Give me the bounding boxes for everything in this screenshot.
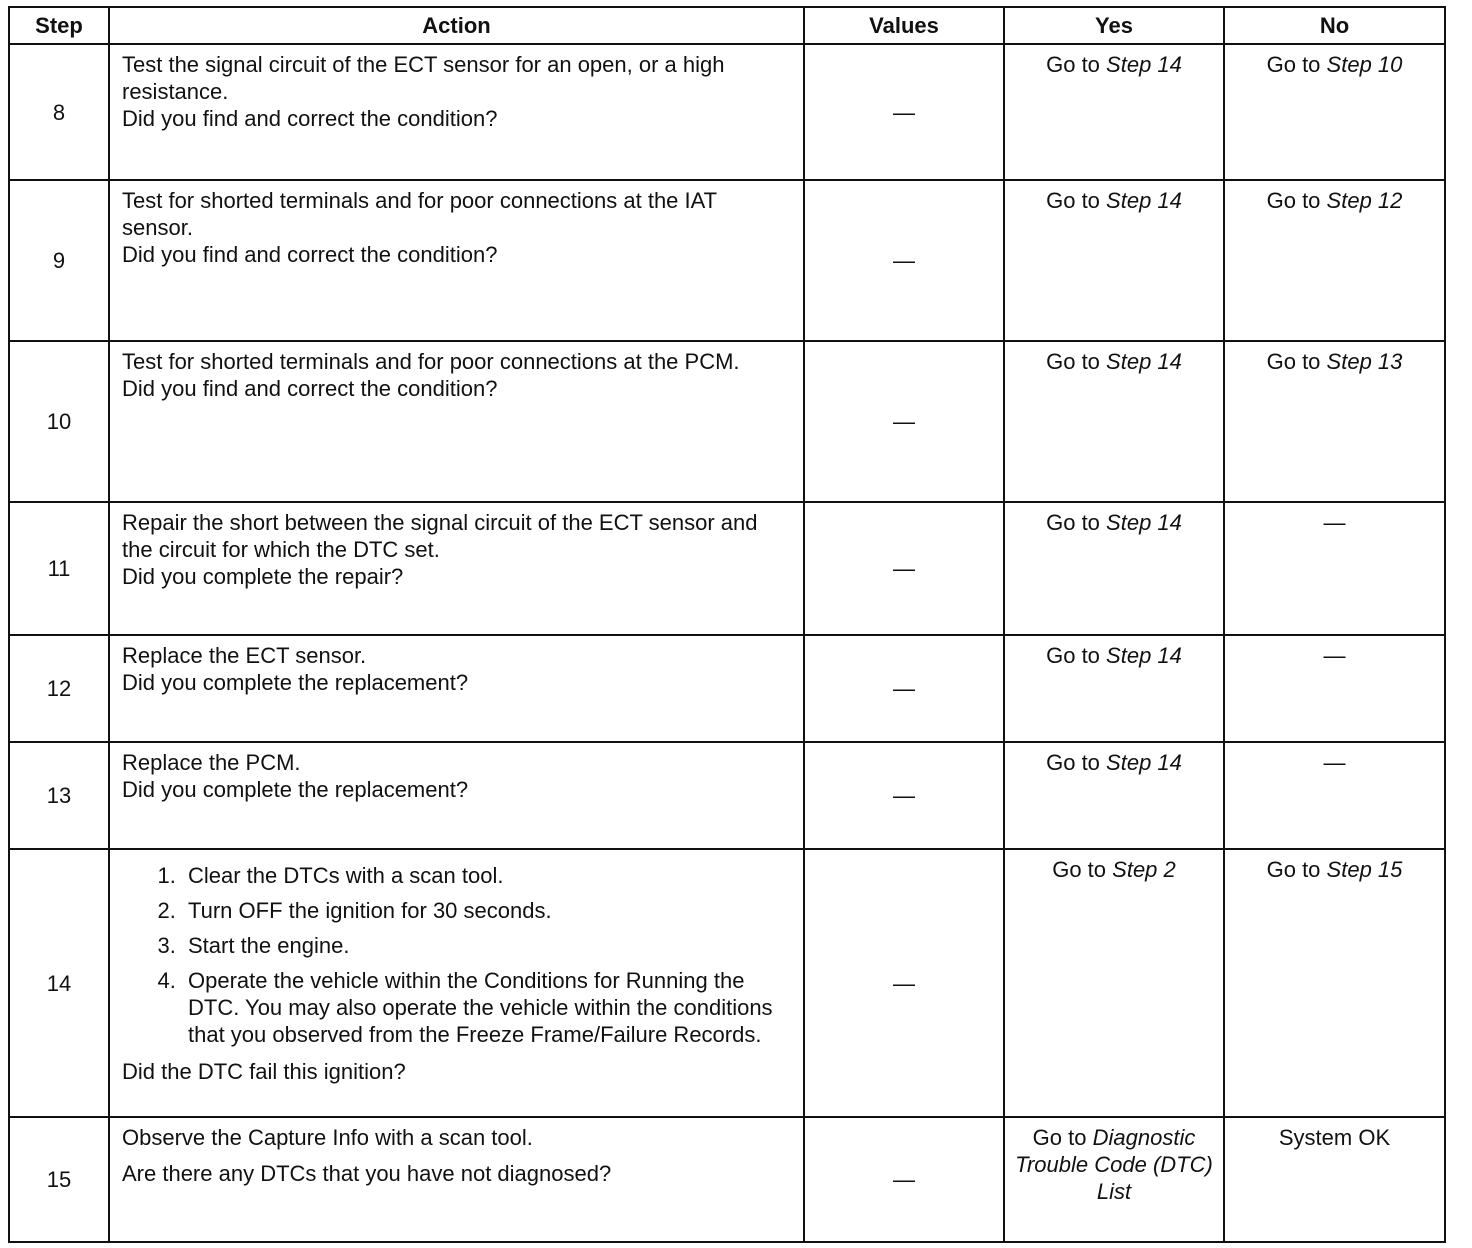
no-cell [1224,742,1445,849]
no-dash: — [1323,510,1346,535]
action-question: Did you complete the replacement? [122,777,469,802]
go-to-text: Go to [1266,188,1321,213]
action-text: Test the signal circuit of the ECT sensor for an open, or a high resistance. [122,52,725,104]
header-yes: Yes [1004,7,1224,44]
yes-link[interactable] [1046,509,1182,536]
go-to-text: Go to [1266,52,1321,77]
no-link[interactable] [1267,856,1403,883]
values-dash: — [893,970,915,996]
values-dash: — [893,676,915,701]
go-to-text: Go to [1046,643,1100,668]
values-cell [804,849,1004,1117]
values-cell [804,44,1004,180]
yes-cell [1004,341,1224,502]
step-number: 12 [9,635,109,742]
action-question: Did you complete the replacement? [122,670,469,695]
action-question: Did you find and correct the condition? [122,376,498,401]
yes-link[interactable] [1046,187,1182,214]
table-row [9,742,1445,849]
action-question: Did the DTC fail this ignition? [122,1059,406,1084]
go-to-text: Go to [1046,750,1100,775]
table-row [9,341,1445,502]
values-cell [804,180,1004,341]
no-cell [1224,849,1445,1117]
go-to-text: Go to [1266,349,1321,374]
yes-cell [1004,635,1224,742]
header-row [9,7,1445,44]
table-row [9,502,1445,635]
no-result: System OK [1278,1125,1391,1150]
step-number: 15 [9,1117,109,1242]
action-text: Observe the Capture Info with a scan tool. [122,1125,533,1150]
header-action: Action [109,7,804,44]
no-target: Step 12 [1326,188,1403,213]
table-row [9,180,1445,341]
action-text: Replace the ECT sensor. [122,643,367,668]
values-cell [804,341,1004,502]
no-dash: — [1323,750,1346,775]
list-item: 4. Operate the vehicle within the Conditions for Running the DTC. You may also operate the vehicle within the conditions that you observed from the Freeze Frame/Failure Records. [182,967,791,1048]
step-number: 9 [9,180,109,341]
yes-cell [1004,180,1224,341]
yes-cell [1004,1117,1224,1242]
values-dash: — [893,248,915,273]
yes-link[interactable] [1052,856,1176,883]
yes-target: Step 2 [1112,857,1176,882]
list-item: 2. Turn OFF the ignition for 30 seconds. [182,897,791,924]
yes-target: Step 14 [1106,510,1182,535]
action-cell [109,742,804,849]
action-question: Did you complete the repair? [122,564,404,589]
header-no: No [1224,7,1445,44]
action-text: Test for shorted terminals and for poor connections at the PCM. [122,349,740,374]
go-to-text: Go to [1046,349,1100,374]
step-number: 14 [9,849,109,1117]
yes-link[interactable] [1046,51,1182,78]
list-item: 3. Start the engine. [182,932,791,959]
values-cell [804,635,1004,742]
diagnostic-table [8,6,1446,1243]
values-cell [804,1117,1004,1242]
values-dash: — [893,409,915,434]
action-text: Repair the short between the signal circuit of the ECT sensor and the circuit for which the DTC set. [122,510,758,562]
action-cell [109,635,804,742]
values-dash: — [893,783,915,808]
yes-cell [1004,849,1224,1117]
action-cell [109,180,804,341]
go-to-text: Go to [1052,857,1107,882]
values-dash: — [893,1167,915,1192]
no-target: Step 15 [1326,857,1403,882]
action-cell [109,341,804,502]
no-cell [1224,180,1445,341]
procedure-list [122,862,791,1056]
yes-target: Step 14 [1106,643,1182,668]
no-cell [1224,1117,1445,1242]
header-step: Step [9,7,109,44]
action-cell [109,502,804,635]
yes-link[interactable] [1009,1124,1219,1205]
action-text: Replace the PCM. [122,750,301,775]
go-to-text: Go to [1046,510,1100,535]
yes-cell [1004,742,1224,849]
go-to-text: Go to [1266,857,1321,882]
action-cell [109,44,804,180]
step-number: 8 [9,44,109,180]
no-dash: — [1323,643,1346,668]
yes-target: Step 14 [1106,52,1182,77]
no-link[interactable] [1267,51,1403,78]
step-number: 13 [9,742,109,849]
no-cell [1224,635,1445,742]
yes-link[interactable] [1046,348,1182,375]
list-item: 1. Clear the DTCs with a scan tool. [182,862,791,889]
step-number: 11 [9,502,109,635]
yes-link[interactable] [1046,749,1182,776]
no-link[interactable] [1267,187,1403,214]
action-cell [109,1117,804,1242]
yes-link[interactable] [1046,642,1182,669]
no-cell [1224,341,1445,502]
no-target: Step 13 [1326,349,1403,374]
no-cell [1224,502,1445,635]
table-row [9,849,1445,1117]
table-row [9,44,1445,180]
table-row [9,1117,1445,1242]
no-cell [1224,44,1445,180]
values-cell [804,742,1004,849]
table-row [9,635,1445,742]
go-to-text: Go to [1046,52,1100,77]
action-question: Did you find and correct the condition? [122,106,498,131]
values-dash: — [893,556,915,581]
values-cell [804,502,1004,635]
action-text: Test for shorted terminals and for poor connections at the IAT sensor. [122,188,717,240]
yes-target: Step 14 [1106,188,1182,213]
no-target: Step 10 [1326,52,1403,77]
go-to-text: Go to [1032,1125,1087,1150]
action-cell [109,849,804,1117]
go-to-text: Go to [1046,188,1100,213]
yes-target: Step 14 [1106,349,1182,374]
yes-cell [1004,44,1224,180]
action-question: Are there any DTCs that you have not diagnosed? [122,1161,612,1186]
action-question: Did you find and correct the condition? [122,242,498,267]
yes-target: Diagnostic Trouble Code (DTC) List [1015,1125,1213,1204]
yes-target: Step 14 [1106,750,1182,775]
step-number: 10 [9,341,109,502]
values-dash: — [893,99,915,125]
header-values: Values [804,7,1004,44]
no-link[interactable] [1267,348,1403,375]
yes-cell [1004,502,1224,635]
